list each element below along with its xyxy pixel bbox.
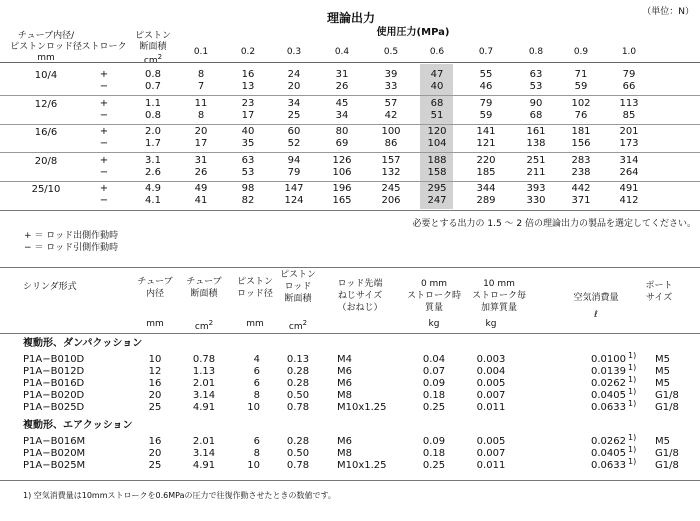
spec-thread: M6 <box>337 366 352 377</box>
force-value: 121 <box>476 138 496 149</box>
head-thread-2: ねじサイズ <box>337 291 383 301</box>
force-value: 393 <box>526 183 546 194</box>
spec-m10: 0.011 <box>476 402 506 413</box>
force-value: 26 <box>194 166 208 178</box>
spec-tarea: 3.14 <box>192 390 216 401</box>
force-value: 59 <box>479 109 493 121</box>
spec-m0: 0.18 <box>422 448 446 459</box>
stroke-direction: − <box>99 166 109 178</box>
force-value: 185 <box>476 166 496 178</box>
legend-plus: + ＝ ロッド出側作動時 <box>24 231 119 241</box>
spec-rarea: 0.78 <box>286 402 310 413</box>
head-tube-2: 内径 <box>145 289 165 299</box>
stroke-direction: − <box>99 195 109 206</box>
pressure-col-header: 1.0 <box>621 47 637 57</box>
force-value: 289 <box>476 195 496 206</box>
spec-rarea: 0.28 <box>286 378 310 389</box>
head-thread-1: ロッド先端 <box>337 279 383 289</box>
spec-port: M5 <box>655 436 670 447</box>
force-value: 25 <box>287 109 301 121</box>
section-title: 複動形、ダンパクッション <box>23 338 143 349</box>
force-value: 94 <box>287 154 301 166</box>
footnote-marker: 1) <box>628 445 637 454</box>
spec-tube: 20 <box>148 448 162 459</box>
pressure-col-header: 0.2 <box>240 47 256 57</box>
spec-rarea: 0.28 <box>286 436 310 447</box>
force-value: 63 <box>241 154 255 166</box>
force-value: 17 <box>194 138 208 149</box>
force-value: 41 <box>194 195 208 206</box>
spec-m10: 0.007 <box>476 448 506 459</box>
piston-area: 0.7 <box>145 81 161 92</box>
force-value: 53 <box>529 81 543 92</box>
head-rarea-unit: $cm^2$ <box>288 319 308 332</box>
force-value: 49 <box>194 183 208 194</box>
spec-thread: M6 <box>337 436 352 447</box>
force-value: 264 <box>619 166 639 178</box>
spec-air: 0.0262 <box>591 378 626 389</box>
force-value: 47 <box>430 69 444 80</box>
spec-model: P1A−B010D <box>23 354 85 365</box>
force-value: 55 <box>479 69 493 80</box>
force-value: 412 <box>619 195 639 206</box>
spec-tarea: 3.14 <box>192 448 216 459</box>
bottom-table-bottom-rule <box>0 480 700 481</box>
head-tarea-1: チューブ <box>186 277 222 287</box>
force-value: 51 <box>430 109 444 121</box>
force-value: 31 <box>194 154 208 166</box>
force-value: 16 <box>241 69 255 80</box>
force-value: 141 <box>476 126 496 137</box>
head-rarea-1: ピストン <box>279 270 317 280</box>
piston-area: 4.9 <box>145 183 161 194</box>
head-tarea-unit: $cm^2$ <box>194 319 214 332</box>
spec-tube: 20 <box>148 390 162 401</box>
force-value: 238 <box>571 166 591 178</box>
stroke-direction: + <box>99 126 109 137</box>
legend-minus: − ＝ ロッド引側作動時 <box>24 243 119 253</box>
pressure-col-header: 0.4 <box>334 47 350 57</box>
piston-area: 1.7 <box>145 138 161 149</box>
force-value: 161 <box>526 126 546 137</box>
force-value: 102 <box>571 97 591 109</box>
force-value: 69 <box>335 138 349 149</box>
footnote-marker: 1) <box>628 433 637 442</box>
spec-air: 0.0633 <box>591 460 626 471</box>
head-air-unit: ℓ <box>594 310 598 320</box>
table-title: 理論出力 <box>326 11 376 25</box>
spec-model: P1A−B020D <box>23 390 85 401</box>
force-value: 57 <box>384 97 398 109</box>
head-port-2: サイズ <box>645 293 673 303</box>
force-value: 196 <box>332 183 352 194</box>
force-value: 13 <box>241 81 255 92</box>
head-rarea-3: 断面積 <box>284 294 312 304</box>
spec-tube: 25 <box>148 402 162 413</box>
force-value: 344 <box>476 183 496 194</box>
spec-thread: M10x1.25 <box>337 402 387 413</box>
spec-tarea: 0.78 <box>192 354 216 365</box>
pressure-label: 使用圧力(MPa) <box>376 27 450 38</box>
spec-tube: 16 <box>148 436 162 447</box>
spec-air: 0.0100 <box>591 354 626 365</box>
force-value: 104 <box>427 138 447 149</box>
bottom-header-rule <box>0 333 700 334</box>
force-value: 113 <box>619 97 639 109</box>
stroke-direction: − <box>99 138 109 149</box>
bore-size: 16/6 <box>34 127 58 138</box>
head-model: シリンダ形式 <box>23 282 77 292</box>
head-rod-unit: mm <box>246 319 264 329</box>
group-divider <box>0 152 700 153</box>
footnote-marker: 1) <box>628 387 637 396</box>
spec-air: 0.0405 <box>591 390 626 401</box>
stroke-direction: + <box>99 97 109 109</box>
piston-area: 4.1 <box>145 195 161 206</box>
head-mass10-unit: kg <box>485 319 497 329</box>
force-value: 66 <box>622 81 636 92</box>
force-value: 11 <box>194 97 208 109</box>
spec-tarea: 2.01 <box>192 436 216 447</box>
spec-m10: 0.005 <box>476 378 506 389</box>
head-port-1: ポート <box>645 281 673 291</box>
spec-thread: M8 <box>337 390 352 401</box>
spec-m0: 0.04 <box>422 354 446 365</box>
force-value: 76 <box>574 109 588 121</box>
spec-rarea: 0.50 <box>286 390 310 401</box>
spec-m0: 0.25 <box>422 460 446 471</box>
piston-area: 3.1 <box>145 154 161 166</box>
spec-m0: 0.09 <box>422 378 446 389</box>
spec-port: M5 <box>655 378 670 389</box>
bore-size: 20/8 <box>34 155 58 167</box>
group-divider <box>0 124 700 125</box>
force-value: 20 <box>194 126 208 137</box>
force-value: 80 <box>335 126 349 137</box>
spec-port: G1/8 <box>655 390 679 401</box>
force-value: 8 <box>197 109 205 121</box>
force-value: 126 <box>332 154 352 166</box>
force-value: 34 <box>335 109 349 121</box>
pressure-col-header: 0.8 <box>528 47 544 57</box>
piston-area: 2.6 <box>145 166 161 178</box>
bottom-table-top-rule <box>0 267 700 268</box>
spec-m0: 0.09 <box>422 436 446 447</box>
force-value: 40 <box>241 126 255 137</box>
force-value: 60 <box>287 126 301 137</box>
spec-m0: 0.18 <box>422 390 446 401</box>
force-value: 33 <box>384 81 398 92</box>
pressure-col-header: 0.5 <box>383 47 399 57</box>
top-table-bottom-rule <box>0 210 700 211</box>
head-tube-unit: mm <box>146 319 164 329</box>
force-value: 79 <box>287 166 301 178</box>
spec-tube: 12 <box>148 366 162 377</box>
spec-tube: 10 <box>148 354 162 365</box>
spec-rod: 6 <box>253 378 260 389</box>
force-value: 40 <box>430 81 444 92</box>
footnote-marker: 1) <box>628 457 637 466</box>
head-stroke: ストローク <box>81 42 127 52</box>
group-divider <box>0 181 700 182</box>
force-value: 90 <box>529 97 543 109</box>
spec-thread: M4 <box>337 354 352 365</box>
spec-port: M5 <box>655 366 670 377</box>
spec-rarea: 0.28 <box>286 366 310 377</box>
force-value: 17 <box>241 109 255 121</box>
selection-note: 必要とする出力の 1.5 〜 2 倍の理論出力の製品を選定してください。 <box>412 219 696 229</box>
head-area-1: ピストン <box>134 31 172 41</box>
spec-m10: 0.005 <box>476 436 506 447</box>
force-value: 7 <box>197 81 205 92</box>
force-value: 86 <box>384 138 398 149</box>
spec-rarea: 0.78 <box>286 460 310 471</box>
spec-tube: 16 <box>148 378 162 389</box>
head-area-3: $cm^2$ <box>143 53 163 66</box>
spec-air: 0.0405 <box>591 448 626 459</box>
stroke-direction: + <box>99 183 109 194</box>
force-value: 245 <box>381 183 401 194</box>
force-value: 20 <box>287 81 301 92</box>
force-value: 71 <box>574 69 588 80</box>
force-value: 42 <box>384 109 398 121</box>
head-bore-3: mm <box>37 53 55 63</box>
spec-model: P1A−B020M <box>23 448 86 459</box>
force-value: 59 <box>574 81 588 92</box>
force-value: 98 <box>241 183 255 194</box>
head-rarea-2: ロッド <box>284 282 312 292</box>
footnote-marker: 1) <box>628 363 637 372</box>
spec-port: G1/8 <box>655 460 679 471</box>
head-bore-1: チューブ内径/ <box>17 31 75 41</box>
spec-thread: M8 <box>337 448 352 459</box>
force-value: 68 <box>430 97 444 109</box>
footnote: 1) 空気消費量は10mmストロークを0.6MPaの圧力で往復作動させたときの数値です。 <box>23 491 336 500</box>
bore-size: 12/6 <box>34 98 58 110</box>
force-value: 79 <box>479 97 493 109</box>
spec-m0: 0.07 <box>422 366 446 377</box>
head-mass0-3: 質量 <box>424 303 444 313</box>
force-value: 158 <box>427 166 447 178</box>
force-value: 442 <box>571 183 591 194</box>
force-value: 106 <box>332 166 352 178</box>
group-divider <box>0 95 700 96</box>
spec-model: P1A−B016D <box>23 378 85 389</box>
force-value: 68 <box>529 109 543 121</box>
header-rule <box>0 62 700 63</box>
force-value: 247 <box>427 195 447 206</box>
force-value: 201 <box>619 126 639 137</box>
spec-rod: 8 <box>253 390 260 401</box>
head-mass10-2: ストローク毎 <box>471 291 527 301</box>
head-tube-1: チューブ <box>137 277 173 287</box>
spec-thread: M10x1.25 <box>337 460 387 471</box>
pressure-col-header: 0.1 <box>193 47 209 57</box>
head-mass10-3: 加算質量 <box>480 303 518 313</box>
spec-rod: 4 <box>253 354 260 365</box>
head-area-2: 断面積 <box>139 42 167 52</box>
force-value: 371 <box>571 195 591 206</box>
piston-area: 0.8 <box>145 109 161 121</box>
force-value: 295 <box>427 183 447 194</box>
stroke-direction: + <box>99 69 109 80</box>
force-value: 251 <box>526 154 546 166</box>
footnote-marker: 1) <box>628 399 637 408</box>
force-value: 34 <box>287 97 301 109</box>
force-value: 52 <box>287 138 301 149</box>
spec-model: P1A−B016M <box>23 436 86 447</box>
spec-tube: 25 <box>148 460 162 471</box>
bore-size: 25/10 <box>31 184 61 195</box>
pressure-col-header: 0.6 <box>429 47 445 57</box>
force-value: 157 <box>381 154 401 166</box>
force-value: 46 <box>479 81 493 92</box>
force-value: 211 <box>526 166 546 178</box>
force-value: 53 <box>241 166 255 178</box>
spec-tarea: 4.91 <box>192 402 216 413</box>
head-mass0-unit: kg <box>428 319 440 329</box>
spec-rarea: 0.50 <box>286 448 310 459</box>
footnote-marker: 1) <box>628 351 637 360</box>
spec-air: 0.0139 <box>591 366 626 377</box>
force-value: 206 <box>381 195 401 206</box>
stroke-direction: + <box>99 154 109 166</box>
spec-air: 0.0633 <box>591 402 626 413</box>
force-value: 220 <box>476 154 496 166</box>
force-value: 156 <box>571 138 591 149</box>
spec-m10: 0.003 <box>476 354 506 365</box>
spec-model: P1A−B012D <box>23 366 85 377</box>
force-value: 23 <box>241 97 255 109</box>
force-value: 31 <box>335 69 349 80</box>
force-value: 124 <box>284 195 304 206</box>
spec-m0: 0.25 <box>422 402 446 413</box>
head-mass0-1: 0 mm <box>420 279 448 289</box>
head-thread-3: （おねじ） <box>337 303 383 313</box>
spec-rod: 10 <box>247 402 260 413</box>
force-value: 79 <box>622 69 636 80</box>
force-value: 181 <box>571 126 591 137</box>
head-rod-1: ピストン <box>236 277 274 287</box>
force-value: 330 <box>526 195 546 206</box>
force-value: 314 <box>619 154 639 166</box>
spec-tarea: 2.01 <box>192 378 216 389</box>
spec-port: G1/8 <box>655 448 679 459</box>
pressure-col-header: 0.3 <box>286 47 302 57</box>
spec-air: 0.0262 <box>591 436 626 447</box>
spec-rod: 6 <box>253 366 260 377</box>
force-value: 132 <box>381 166 401 178</box>
spec-tarea: 4.91 <box>192 460 216 471</box>
piston-area: 2.0 <box>145 126 161 137</box>
head-tarea-2: 断面積 <box>190 289 218 299</box>
spec-model: P1A−B025M <box>23 460 86 471</box>
force-value: 82 <box>241 195 255 206</box>
head-mass10-1: 10 mm <box>483 279 515 289</box>
piston-area: 1.1 <box>145 97 161 109</box>
head-bore-2: ピストンロッド径 <box>10 42 82 52</box>
spec-port: M5 <box>655 354 670 365</box>
force-value: 100 <box>381 126 401 137</box>
force-value: 173 <box>619 138 639 149</box>
section-title: 複動形、エアクッション <box>23 420 133 431</box>
spec-rod: 8 <box>253 448 260 459</box>
head-mass0-2: ストローク時 <box>406 291 462 301</box>
piston-area: 0.8 <box>145 69 161 80</box>
spec-port: G1/8 <box>655 402 679 413</box>
force-value: 8 <box>197 69 205 80</box>
bore-size: 10/4 <box>34 70 58 81</box>
force-value: 188 <box>427 154 447 166</box>
force-value: 147 <box>284 183 304 194</box>
spec-rod: 10 <box>247 460 260 471</box>
force-value: 120 <box>427 126 447 137</box>
spec-m10: 0.011 <box>476 460 506 471</box>
force-value: 491 <box>619 183 639 194</box>
pressure-col-header: 0.9 <box>573 47 589 57</box>
stroke-direction: − <box>99 81 109 92</box>
force-value: 165 <box>332 195 352 206</box>
pressure-col-header: 0.7 <box>478 47 494 57</box>
head-rod-2: ロッド径 <box>237 289 273 299</box>
force-value: 35 <box>241 138 255 149</box>
force-value: 39 <box>384 69 398 80</box>
spec-model: P1A−B025D <box>23 402 85 413</box>
head-air: 空気消費量 <box>573 293 619 303</box>
spec-rod: 6 <box>253 436 260 447</box>
force-value: 26 <box>335 81 349 92</box>
force-value: 85 <box>622 109 636 121</box>
force-value: 63 <box>529 69 543 80</box>
footnote-marker: 1) <box>628 375 637 384</box>
spec-tarea: 1.13 <box>192 366 216 377</box>
force-value: 283 <box>571 154 591 166</box>
force-value: 45 <box>335 97 349 109</box>
spec-m10: 0.004 <box>476 366 506 377</box>
spec-rarea: 0.13 <box>286 354 310 365</box>
unit-label: （単位：N） <box>642 7 694 17</box>
stroke-direction: − <box>99 109 109 121</box>
force-value: 24 <box>287 69 301 80</box>
spec-thread: M6 <box>337 378 352 389</box>
force-value: 138 <box>526 138 546 149</box>
spec-m10: 0.007 <box>476 390 506 401</box>
